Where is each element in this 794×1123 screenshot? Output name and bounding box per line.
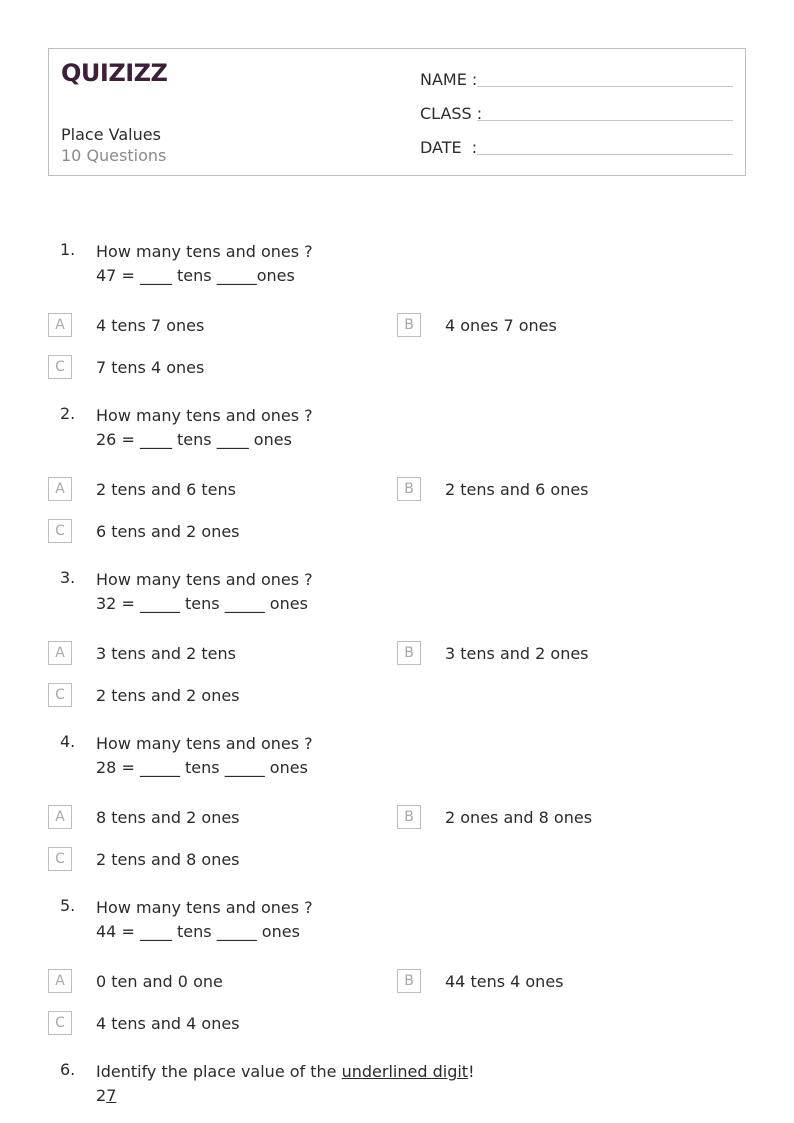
option-letter-box[interactable]: A: [48, 805, 72, 829]
question-text: [96, 896, 313, 944]
option-c[interactable]: [48, 1011, 240, 1035]
underlined-phrase: underlined digit: [341, 1062, 469, 1081]
option-c[interactable]: [48, 847, 240, 871]
option-text: 6 tens and 2 ones: [96, 521, 240, 541]
question-number: 2.: [60, 404, 76, 423]
name-label: NAME :: [420, 70, 478, 89]
class-line[interactable]: [477, 103, 733, 121]
option-text: 2 tens and 8 ones: [96, 849, 240, 869]
date-label: DATE :: [420, 138, 478, 157]
option-letter-box[interactable]: B: [397, 805, 421, 829]
quiz-title: Place Values: [61, 125, 161, 144]
question-line-1: How many tens and ones ?: [96, 734, 313, 753]
question-number: 1.: [60, 240, 76, 259]
option-text: 7 tens 4 ones: [96, 357, 205, 377]
worksheet-header: [48, 48, 746, 176]
question-prefix: Identify the place value of the: [96, 1062, 342, 1081]
question-number: 4.: [60, 732, 76, 751]
question-line-2: [96, 1084, 474, 1108]
underlined-digit: 7: [106, 1086, 117, 1105]
option-text: 2 tens and 2 ones: [96, 685, 240, 705]
option-letter-box[interactable]: C: [48, 519, 72, 543]
question-text: [96, 732, 313, 780]
question-number: 6.: [60, 1060, 76, 1079]
option-letter-box[interactable]: B: [397, 969, 421, 993]
option-text: 2 tens and 6 tens: [96, 479, 236, 499]
option-text: 3 tens and 2 tens: [96, 643, 236, 663]
date-line[interactable]: [477, 137, 733, 155]
number-plain-digit: 2: [96, 1086, 107, 1105]
question-suffix: !: [468, 1062, 475, 1081]
option-text: 2 tens and 6 ones: [445, 479, 589, 499]
class-field[interactable]: [420, 101, 733, 123]
option-a[interactable]: [48, 477, 236, 501]
option-b[interactable]: [397, 969, 564, 993]
option-letter-box[interactable]: B: [397, 477, 421, 501]
question-line-1: [96, 1060, 474, 1084]
question-line-1: How many tens and ones ?: [96, 242, 313, 261]
quizizz-logo: QUIZIZZ: [61, 59, 168, 87]
class-label: CLASS :: [420, 104, 483, 123]
question-line-1: How many tens and ones ?: [96, 898, 313, 917]
question-number: 5.: [60, 896, 76, 915]
question-text: [96, 240, 313, 288]
question-line-1: How many tens and ones ?: [96, 406, 313, 425]
question-text: [96, 568, 313, 616]
option-text: 4 tens and 4 ones: [96, 1013, 240, 1033]
option-b[interactable]: [397, 641, 589, 665]
option-letter-box[interactable]: B: [397, 313, 421, 337]
question-text: [96, 404, 313, 452]
option-b[interactable]: [397, 313, 557, 337]
name-field[interactable]: [420, 67, 733, 89]
option-c[interactable]: [48, 519, 240, 543]
option-c[interactable]: [48, 683, 240, 707]
option-letter-box[interactable]: B: [397, 641, 421, 665]
option-letter-box[interactable]: A: [48, 313, 72, 337]
question-line-2: 26 = ____ tens ____ ones: [96, 430, 292, 449]
question-line-2: 47 = ____ tens _____ones: [96, 266, 295, 285]
option-text: 44 tens 4 ones: [445, 971, 564, 991]
option-letter-box[interactable]: C: [48, 355, 72, 379]
option-b[interactable]: [397, 805, 593, 829]
question-number: 3.: [60, 568, 76, 587]
option-a[interactable]: [48, 805, 240, 829]
option-letter-box[interactable]: A: [48, 969, 72, 993]
question-line-2: 28 = _____ tens _____ ones: [96, 758, 308, 777]
option-text: 8 tens and 2 ones: [96, 807, 240, 827]
option-text: 4 tens 7 ones: [96, 315, 205, 335]
option-b[interactable]: [397, 477, 589, 501]
option-a[interactable]: [48, 313, 205, 337]
option-letter-box[interactable]: A: [48, 477, 72, 501]
question-text: [96, 1060, 474, 1108]
option-letter-box[interactable]: C: [48, 1011, 72, 1035]
name-line[interactable]: [477, 69, 733, 87]
option-letter-box[interactable]: A: [48, 641, 72, 665]
option-text: 0 ten and 0 one: [96, 971, 223, 991]
question-count: 10 Questions: [61, 146, 167, 165]
date-field[interactable]: [420, 135, 733, 157]
option-letter-box[interactable]: C: [48, 847, 72, 871]
option-a[interactable]: [48, 969, 223, 993]
option-text: 2 ones and 8 ones: [445, 807, 593, 827]
option-a[interactable]: [48, 641, 236, 665]
question-line-1: How many tens and ones ?: [96, 570, 313, 589]
question-line-2: 44 = ____ tens _____ ones: [96, 922, 300, 941]
option-letter-box[interactable]: C: [48, 683, 72, 707]
option-text: 4 ones 7 ones: [445, 315, 557, 335]
option-text: 3 tens and 2 ones: [445, 643, 589, 663]
question-line-2: 32 = _____ tens _____ ones: [96, 594, 308, 613]
option-c[interactable]: [48, 355, 205, 379]
